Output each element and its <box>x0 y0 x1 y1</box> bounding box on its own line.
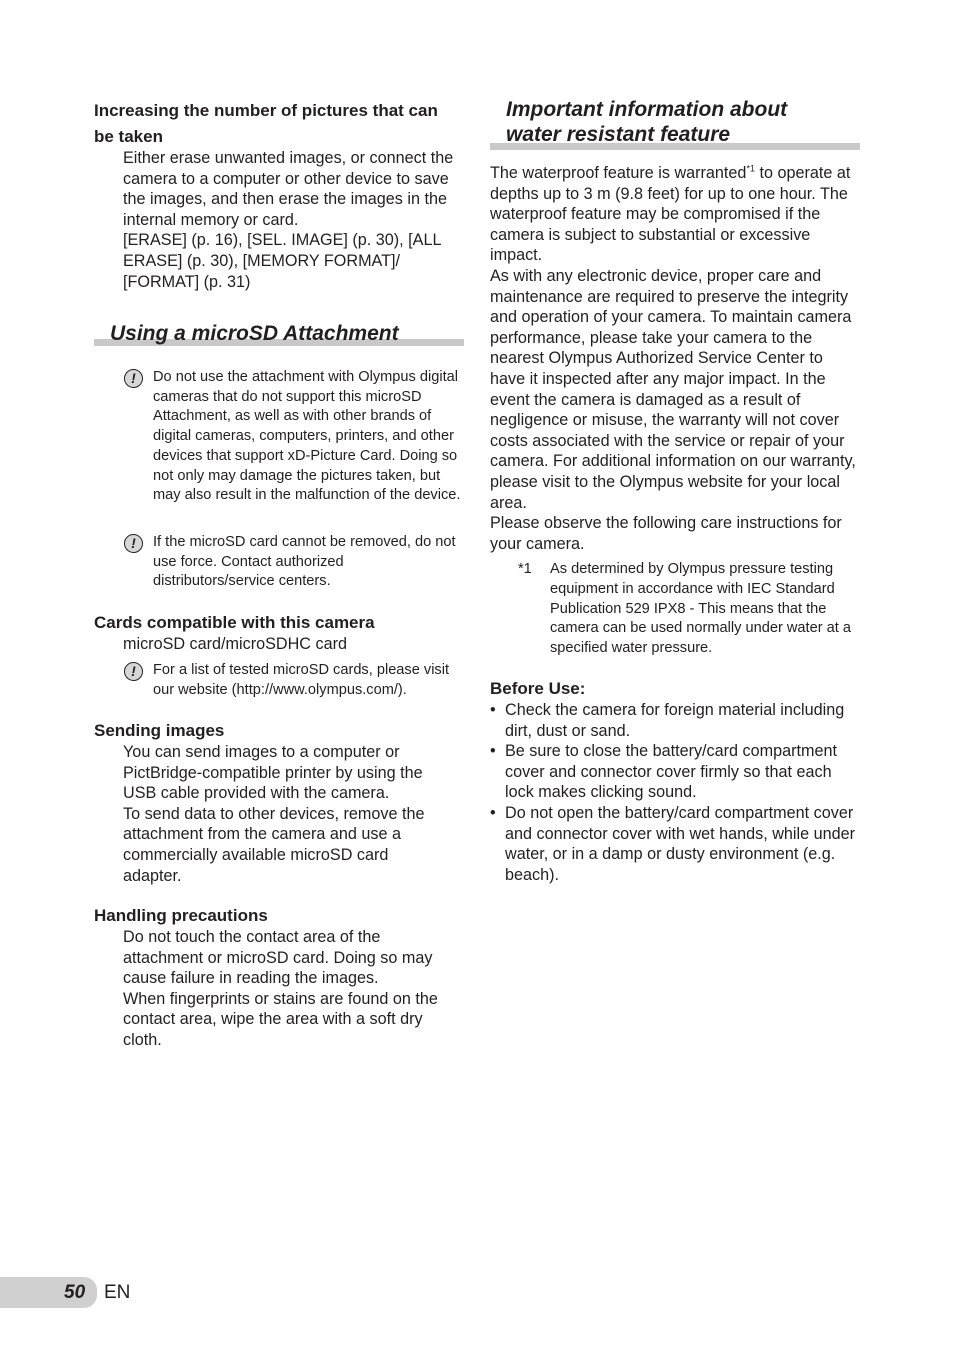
section-title-line-1: Important information about <box>506 98 788 121</box>
caution-icon: ! <box>124 369 143 388</box>
caution-note-2 <box>124 533 464 592</box>
caution-text-1: Do not use the attachment with Olympus digital cameras that do not support this microSD Attachment, as well as with other brands of digital cameras, computers, printers, and other devices that support xD-Picture Card. Doing so not only may damage the pictures taken, but may also result in the malfunction of the device. <box>153 369 461 504</box>
list-item: • Do not open the battery/card compartment cover and connector cover with wet hands, while under water, or in a damp or dusty environment (e.g. beach). <box>490 803 856 884</box>
handling-heading: Handling precautions <box>94 906 268 925</box>
increase-text: Either erase unwanted images, or connect the camera to a computer or other device to save the images, and then erase the images in the internal memory or card. <box>123 149 454 229</box>
water-para-1-end: to operate at depths up to 3 m (9.8 feet) for up to one hour. The waterproof feature may be compromised if the camera is subject to substantial or excessive impact. <box>490 164 851 265</box>
list-item-text: Be sure to close the battery/card compartment cover and connector cover firmly so that each lock makes clicking sound. <box>505 742 838 802</box>
footnote-mark: *1 <box>518 561 532 577</box>
water-section-banner <box>490 98 860 150</box>
microsd-section-banner <box>94 310 464 346</box>
compat-text: microSD card/microSDHC card <box>123 635 347 653</box>
list-item: • Be sure to close the battery/card compartment cover and connector cover firmly so that each lock makes clicking sound. <box>490 742 838 802</box>
sending-text-2: To send data to other devices, remove the attachment from the camera and use a commercially available microSD card adapter. <box>123 804 425 885</box>
increase-refs: [ERASE] (p. 16), [SEL. IMAGE] (p. 30), [ALL ERASE] (p. 30), [MEMORY FORMAT]/ [FORMAT] (p. 31) <box>123 231 441 291</box>
footnote <box>518 560 864 659</box>
handling-text-2: When fingerprints or stains are found on the contact area, wipe the area with a soft dry cloth. <box>123 989 438 1049</box>
handling-text-1: Do not touch the contact area of the attachment or microSD card. Doing so may cause failure in reading the images. <box>123 928 433 988</box>
list-item-text: Check the camera for foreign material including dirt, dust or sand. <box>505 701 845 740</box>
caution-icon: ! <box>124 662 143 681</box>
section-title <box>506 98 787 147</box>
section-title: Using a microSD Attachment <box>110 322 399 345</box>
water-para-1 <box>490 163 860 266</box>
before-use-list <box>490 700 862 885</box>
water-para-1-start: The waterproof feature is warranted <box>490 164 747 182</box>
sending-text-1: You can send images to a computer or PictBridge-compatible printer by using the USB cable provided with the camera. <box>123 743 423 803</box>
increase-heading: Increasing the number of pictures that can be taken <box>94 101 438 146</box>
list-item-text: Do not open the battery/card compartment cover and connector cover with wet hands, while under water, or in a damp or dusty environment (e.g. beach). <box>505 803 856 884</box>
water-para-2: As with any electronic device, proper care and maintenance are required to preserve the integrity and operation of your camera. To maintain camera performance, please take your camera to the nearest Olympus Authorized Service Center to have it inspected after any major impact. In the event the camera is damaged as a result of negligence or misuse, the warranty will not cover costs associated with the service or repair of your camera. For additional information on our warranty, please visit to the Olympus website for your local area. <box>490 266 856 512</box>
water-text-block <box>490 163 860 554</box>
water-para-3: Please observe the following care instructions for your camera. <box>490 514 842 553</box>
caution-text-3: For a list of tested microSD cards, please visit our website (http://www.olympus.com/). <box>153 662 450 698</box>
caution-icon: ! <box>124 534 143 553</box>
sending-heading: Sending images <box>94 721 225 740</box>
section-title-line-2: water resistant feature <box>506 122 731 146</box>
caution-note-1 <box>124 368 464 506</box>
page-language: EN <box>104 1282 131 1303</box>
compat-heading: Cards compatible with this camera <box>94 613 375 632</box>
before-use-heading: Before Use: <box>490 679 586 698</box>
caution-note-3 <box>124 661 464 700</box>
list-item: • Check the camera for foreign material including dirt, dust or sand. <box>490 701 845 740</box>
increase-text-block <box>123 148 468 292</box>
footnote-text: As determined by Olympus pressure testing equipment in accordance with IEC Standard Publication 529 IPX8 - This means that the camera can be used normally under water at a specified water pressure. <box>550 561 851 657</box>
footnote-ref: *1 <box>746 163 755 174</box>
caution-text-2: If the microSD card cannot be removed, do not use force. Contact authorized distributors/service centers. <box>153 534 456 590</box>
handling-text-block <box>123 927 448 1051</box>
sending-text-block <box>123 742 448 886</box>
page-number: 50 <box>64 1282 86 1303</box>
